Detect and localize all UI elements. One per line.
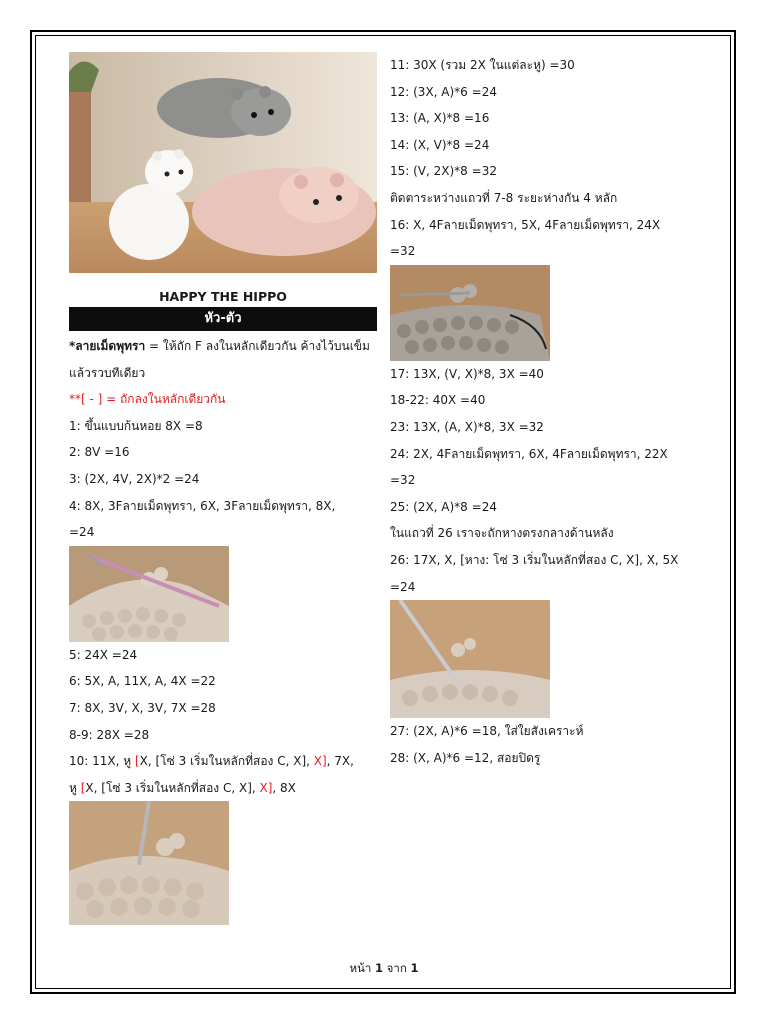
row-line: 15: (V, 2X)*8 =32 bbox=[390, 164, 497, 179]
row-line: 18-22: 40X =40 bbox=[390, 393, 486, 408]
row-line: 5: 24X =24 bbox=[69, 647, 138, 662]
row-line: 12: (3X, A)*6 =24 bbox=[390, 84, 497, 99]
row-line: 6: 5X, A, 11X, A, 4X =22 bbox=[69, 674, 216, 689]
popcorn-term: *ลายเม็ดพุทรา bbox=[69, 339, 146, 353]
page-number: 1 bbox=[375, 961, 384, 975]
row-line: =32 bbox=[390, 244, 416, 259]
row-line: 13: (A, X)*8 =16 bbox=[390, 111, 490, 126]
row-line: 7: 8X, 3V, X, 3V, 7X =28 bbox=[69, 700, 216, 715]
row-line: 1: ขึ้นแบบก้นหอย 8X =8 bbox=[69, 418, 203, 433]
row-line: 17: 13X, (V, X)*8, 3X =40 bbox=[390, 366, 544, 381]
row-line: 8-9: 28X =28 bbox=[69, 727, 150, 742]
pattern-title: HAPPY THE HIPPO bbox=[159, 289, 287, 304]
row-line: ติดตาระหว่างแถวที่ 7-8 ระยะห่างกัน 4 หลัก bbox=[390, 190, 618, 205]
row-line: =24 bbox=[69, 525, 95, 540]
row-line: 16: X, 4Fลายเม็ดพุทรา, 5X, 4Fลายเม็ดพุทรา, 24X bbox=[390, 217, 661, 232]
row-line: =24 bbox=[390, 579, 416, 594]
page-footer: หน้า 1 จาก 1 bbox=[349, 961, 419, 975]
crochet-popcorn-photo bbox=[69, 546, 229, 642]
bracket-note: **[ - ] = ถักลงในหลักเดียวกัน bbox=[69, 392, 226, 407]
crochet-ear-photo bbox=[69, 801, 229, 925]
row-line: =32 bbox=[390, 473, 416, 488]
row-line: 23: 13X, (A, X)*8, 3X =32 bbox=[390, 419, 544, 434]
row-line: 4: 8X, 3Fลายเม็ดพุทรา, 6X, 3Fลายเม็ดพุทรา, 8X, bbox=[69, 498, 336, 513]
page-total: 1 bbox=[410, 961, 419, 975]
row-line: ในแถวที่ 26 เราจะถักหางตรงกลางด้านหลัง bbox=[390, 526, 614, 541]
row-line: 25: (2X, A)*8 =24 bbox=[390, 499, 497, 514]
row-line: 2: 8V =16 bbox=[69, 445, 130, 460]
row-line: 24: 2X, 4Fลายเม็ดพุทรา, 6X, 4Fลายเม็ดพุทรา, 22X bbox=[390, 446, 668, 461]
left-column bbox=[69, 52, 377, 925]
row-line: 14: (X, V)*8 =24 bbox=[390, 137, 490, 152]
row-line: 27: (2X, A)*6 =18, ใส่ใยสังเคราะห์ bbox=[390, 724, 584, 739]
popcorn-note bbox=[69, 333, 377, 386]
row-10-line-2: หู [X, [โซ่ 3 เริ่มในหลักที่สอง C, X], X], 8X bbox=[69, 780, 296, 795]
popcorn-desc: = ให้ถัก F ลงในหลักเดียวกัน ค้างไว้บนเข็ม แล้วรวบทีเดียว bbox=[69, 339, 370, 380]
right-column bbox=[390, 52, 708, 771]
row-line: 3: (2X, 4V, 2X)*2 =24 bbox=[69, 471, 200, 486]
row-line: 28: (X, A)*6 =12, สอยปิดรู bbox=[390, 750, 541, 765]
section-heading-head-body: หัว-ตัว bbox=[69, 307, 377, 331]
hippo-family-photo bbox=[69, 52, 377, 273]
crochet-tail-photo bbox=[390, 600, 550, 718]
row-line: 26: 17X, X, [หาง: โซ่ 3 เริ่มในหลักที่สอง C, X], X, 5X bbox=[390, 552, 679, 567]
row-line: 11: 30X (รวม 2X ในแต่ละหู) =30 bbox=[390, 58, 575, 72]
crochet-row16-photo bbox=[390, 265, 550, 361]
row-10-line-1: 10: 11X, หู [X, [โซ่ 3 เริ่มในหลักที่สอง C, X], X], 7X, bbox=[69, 754, 354, 769]
